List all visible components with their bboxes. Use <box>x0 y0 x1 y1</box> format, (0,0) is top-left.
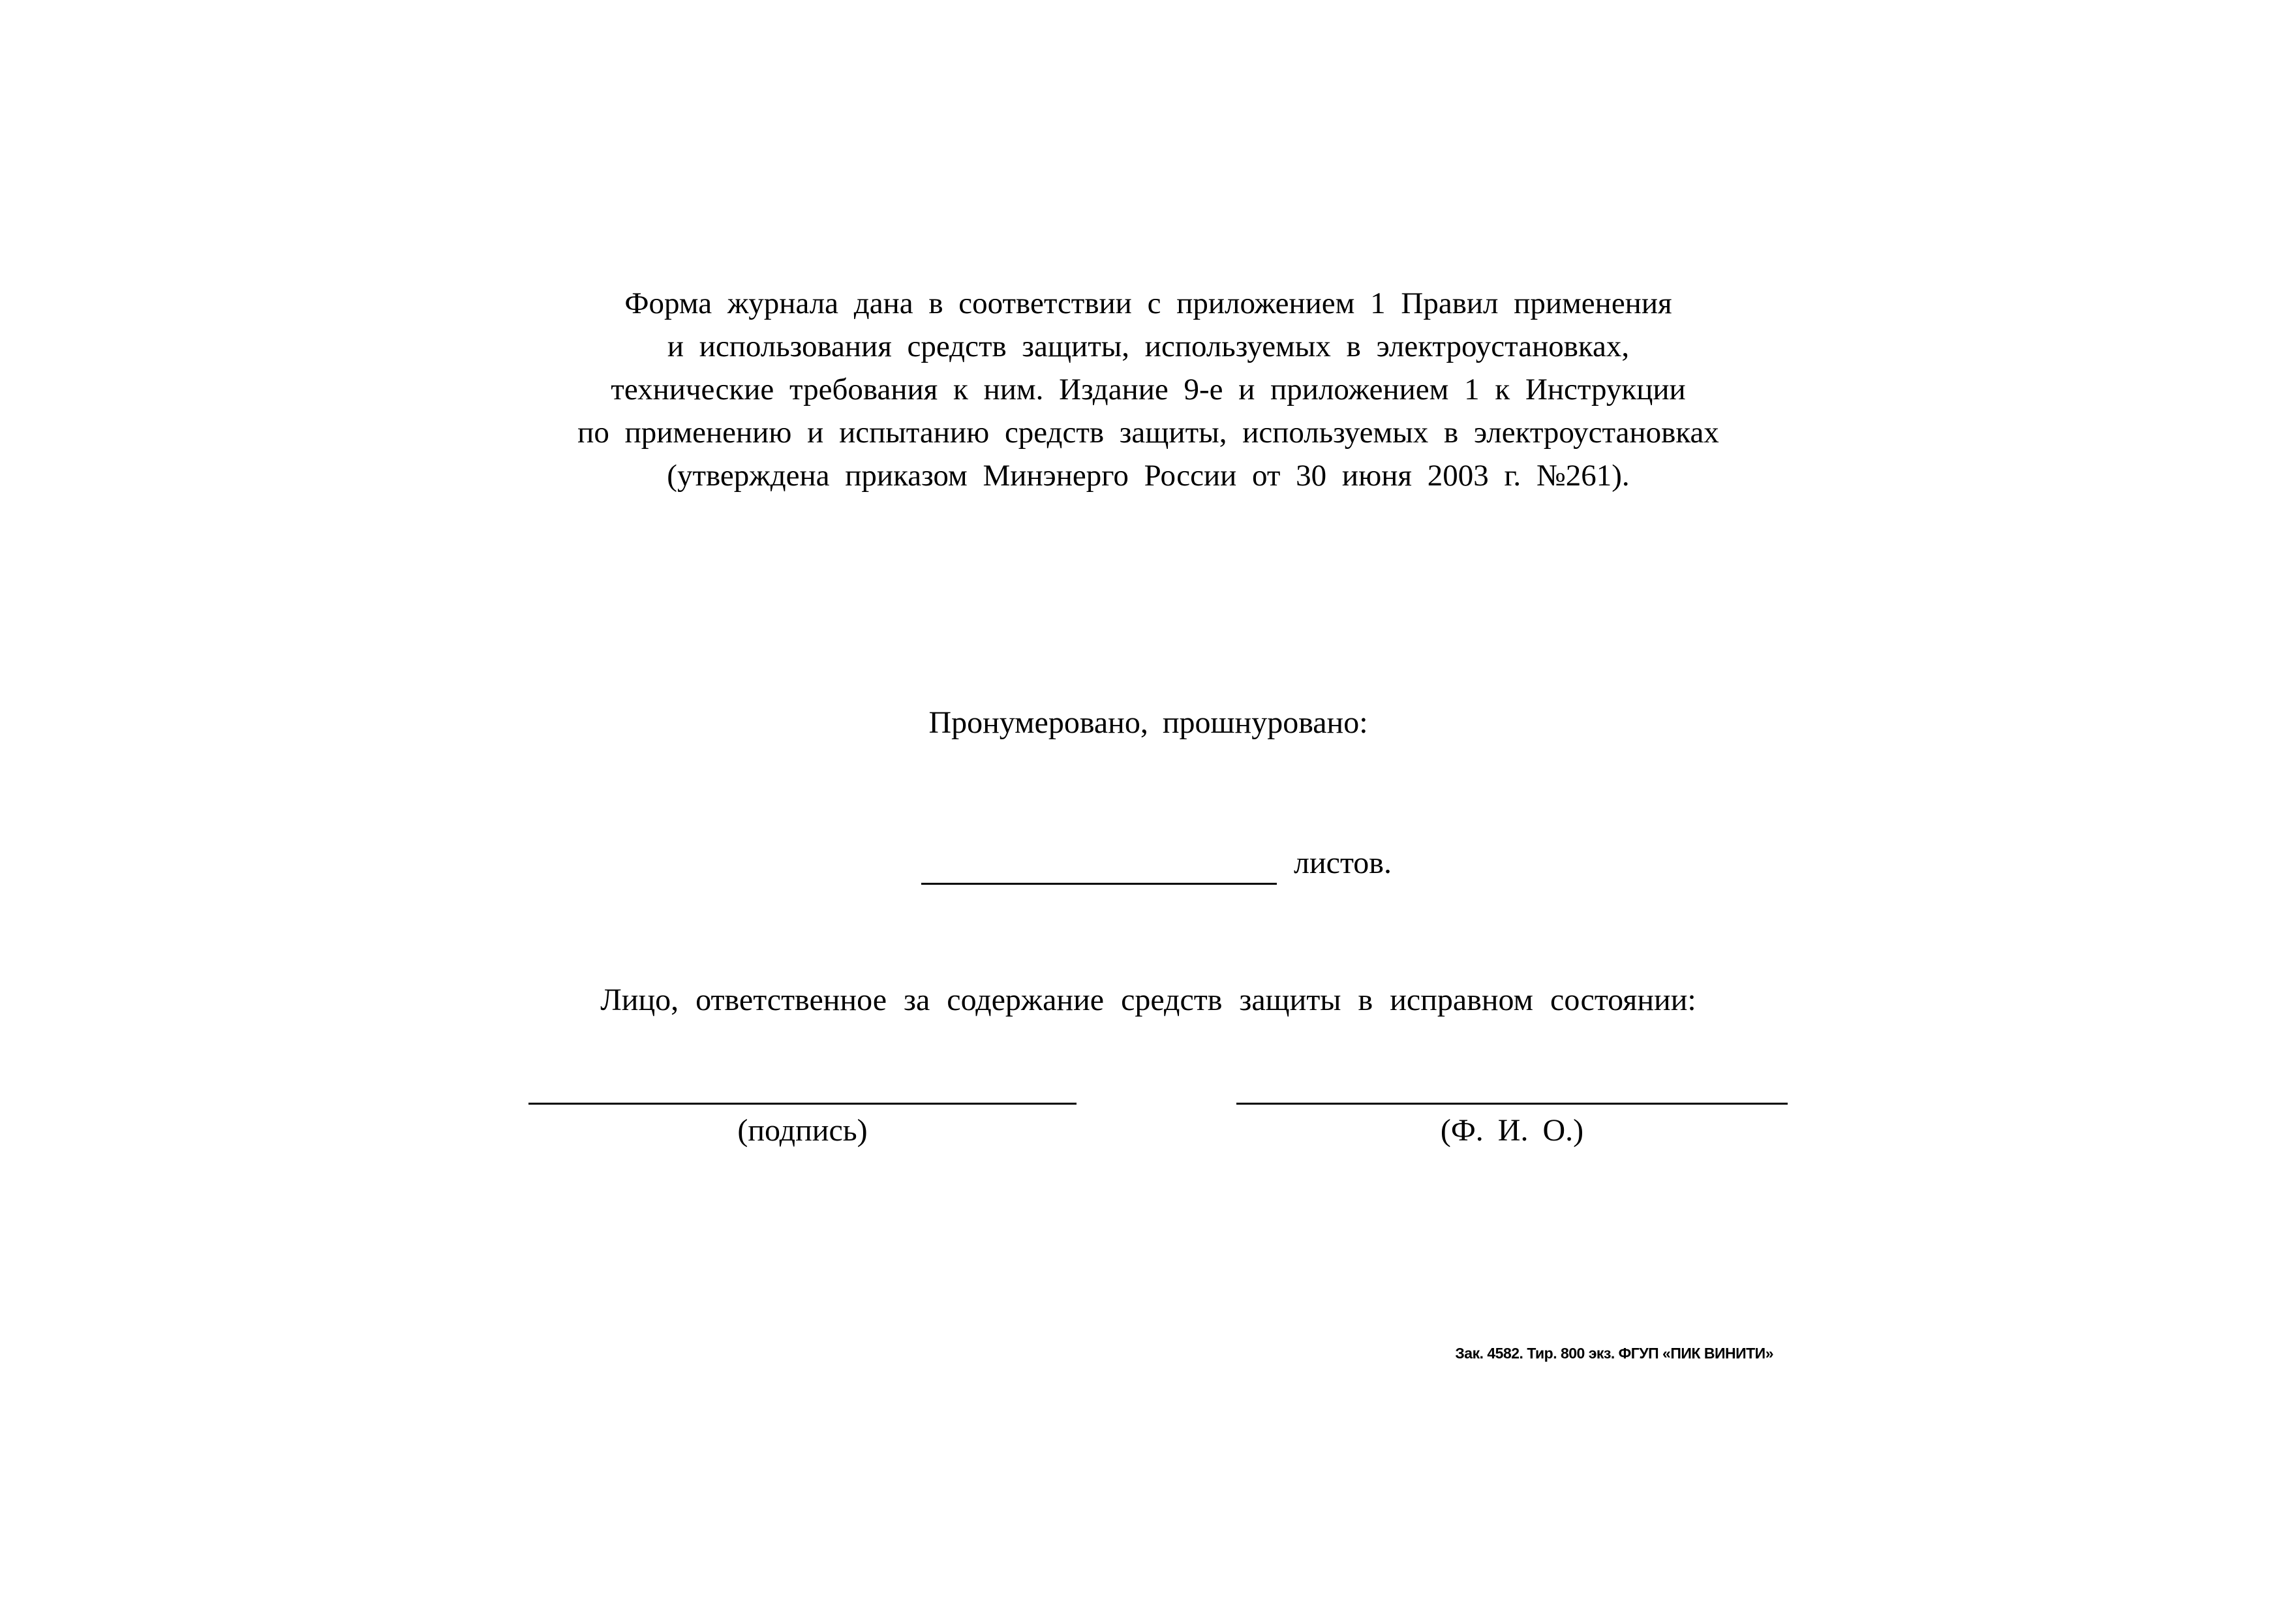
form-source-note-line-3: технические требования к ним. Издание 9-е и приложением 1 к Инструкции <box>611 373 1686 406</box>
sheets-count-row <box>921 842 1392 885</box>
full-name-caption: (Ф. И. О.) <box>1440 1113 1584 1148</box>
full-name-blank-line[interactable] <box>1236 1103 1788 1105</box>
responsible-person-label: Лицо, ответственное за содержание средств защиты в исправном состоянии: <box>600 983 1696 1017</box>
printing-imprint: Зак. 4582. Тир. 800 экз. ФГУП «ПИК ВИНИТИ» <box>1455 1345 1773 1362</box>
signature-blank-line[interactable] <box>528 1103 1077 1105</box>
signature-block <box>528 1103 1077 1150</box>
sheets-count-blank-line[interactable] <box>921 849 1277 885</box>
form-source-note-line-1: Форма журнала дана в соответствии с приложением 1 Правил применения <box>624 286 1672 320</box>
form-source-note-line-5: (утверждена приказом Минэнерго России от 30 июня 2003 г. №261). <box>667 459 1630 493</box>
form-source-note-line-2: и использования средств защиты, используемых в электроустановках, <box>667 329 1630 363</box>
signature-caption: (подпись) <box>737 1113 868 1148</box>
form-source-note <box>509 282 1788 497</box>
form-source-note-line-4: по применению и испытанию средств защиты, используемых в электроустановках <box>577 416 1719 450</box>
full-name-block <box>1236 1103 1788 1150</box>
sheets-label: листов. <box>1294 846 1392 880</box>
numbered-laced-label: Пронумеровано, прошнуровано: <box>928 705 1368 740</box>
